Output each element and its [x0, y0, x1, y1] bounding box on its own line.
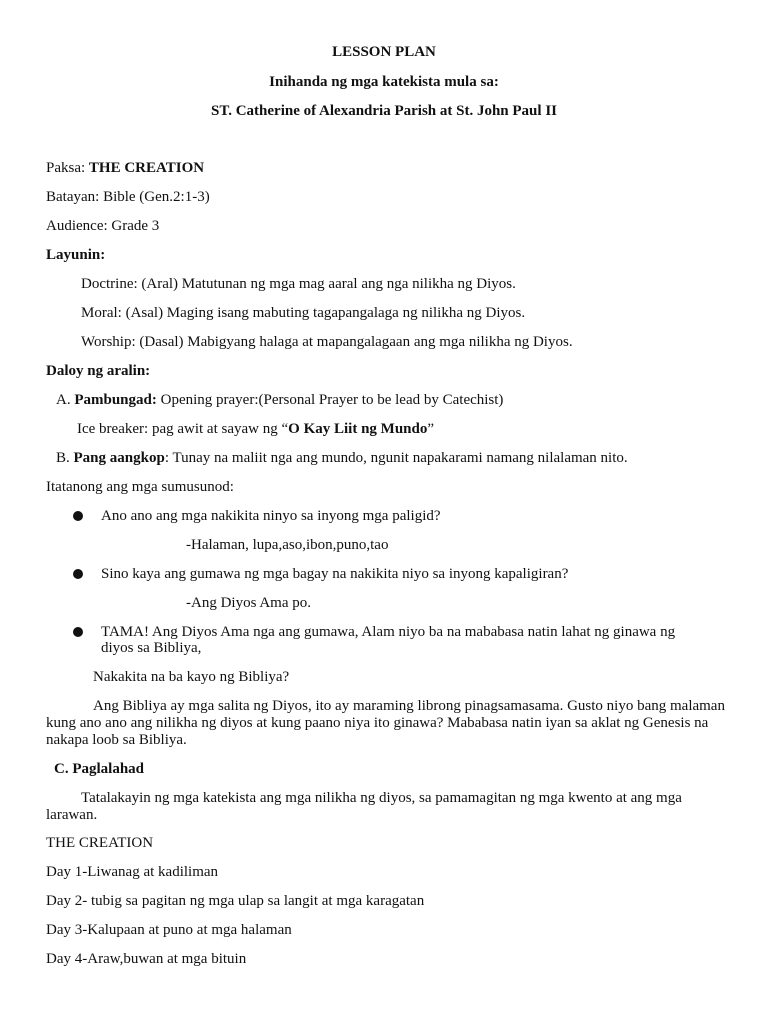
creation-day-item: Day 4-Araw,buwan at mga bituin [46, 951, 247, 967]
section-a-line [56, 392, 503, 409]
section-a-label: Pambungad: [74, 392, 157, 408]
bullet-dot-icon [73, 511, 83, 521]
paksa-value: THE CREATION [88, 160, 205, 176]
layunin-heading: Layunin: [46, 247, 106, 263]
creation-day-item: Day 1-Liwanag at kadiliman [46, 864, 219, 880]
ice-breaker-prefix: Ice breaker: pag awit at sayaw ng “ [77, 421, 289, 437]
itatanong-line: Itatanong ang mga sumusunod: [46, 479, 234, 495]
section-b-prefix: B. [56, 450, 74, 466]
paksa-line [46, 160, 204, 177]
bibliya-paragraph: Ang Bibliya ay mga salita ng Diyos, ito ay maraming librong pinagsamasama. Gusto niyo bang malaman kung ano ano ang nilikha ng diyos at kung paano niya ito ginawa? Mababasa natin iyan sa aklat ng Genesis na nakapa loob sa Bibliya. [46, 698, 725, 748]
section-c-paragraph: Tatalakayin ng mga katekista ang mga nilikha ng diyos, sa pamamagitan ng mga kwento at ang mga larawan. [46, 790, 682, 823]
batayan-line: Batayan: Bible (Gen.2:1-3) [46, 189, 210, 205]
section-a-prefix: A. [56, 392, 75, 408]
creation-heading: THE CREATION [46, 835, 154, 851]
paksa-label: Paksa: [46, 160, 89, 176]
question-3-line-2: diyos sa Bibliya, [101, 640, 202, 656]
ice-breaker-line [77, 421, 434, 438]
section-a-text: Opening prayer:(Personal Prayer to be lead by Catechist) [156, 392, 504, 408]
ice-breaker-song: O Kay Liit ng Mundo [288, 421, 428, 437]
layunin-moral: Moral: (Asal) Maging isang mabuting tagapangalaga ng nilikha ng Diyos. [81, 305, 526, 321]
question-2: Sino kaya ang gumawa ng mga bagay na nakikita niyo sa inyong kapaligiran? [101, 566, 569, 582]
question-3-line-1: TAMA! Ang Diyos Ama nga ang gumawa, Alam niyo ba na mababasa natin lahat ng ginawa ng [101, 624, 676, 640]
ice-breaker-suffix: ” [427, 421, 435, 437]
bullet-dot-icon [73, 627, 83, 637]
section-b-text: : Tunay na maliit nga ang mundo, ngunit napakarami namang nilalaman nito. [164, 450, 628, 466]
section-b-line [56, 450, 628, 467]
daloy-heading: Daloy ng aralin: [46, 363, 151, 379]
question-1: Ano ano ang mga nakikita ninyo sa inyong mga paligid? [101, 508, 441, 524]
creation-day-item: Day 3-Kalupaan at puno at mga halaman [46, 922, 292, 938]
nakakita-line: Nakakita na ba kayo ng Bibliya? [93, 669, 290, 685]
layunin-doctrine: Doctrine: (Aral) Matutunan ng mga mag aaral ang nga nilikha ng Diyos. [81, 276, 516, 292]
section-c-heading: C. Paglalahad [54, 761, 145, 777]
answer-2: -Ang Diyos Ama po. [186, 595, 311, 611]
bullet-dot-icon [73, 569, 83, 579]
section-b-label: Pang aangkop [73, 450, 165, 466]
answer-1: -Halaman, lupa,aso,ibon,puno,tao [186, 537, 389, 553]
layunin-worship: Worship: (Dasal) Mabigyang halaga at mapangalagaan ang mga nilikha ng Diyos. [81, 334, 573, 350]
doc-parish: ST. Catherine of Alexandria Parish at St. John Paul II [210, 103, 557, 119]
creation-day-item: Day 2- tubig sa pagitan ng mga ulap sa langit at mga karagatan [46, 893, 425, 909]
doc-prepared-by: Inihanda ng mga katekista mula sa: [269, 74, 499, 90]
doc-title: LESSON PLAN [332, 44, 436, 60]
audience-line: Audience: Grade 3 [46, 218, 160, 234]
